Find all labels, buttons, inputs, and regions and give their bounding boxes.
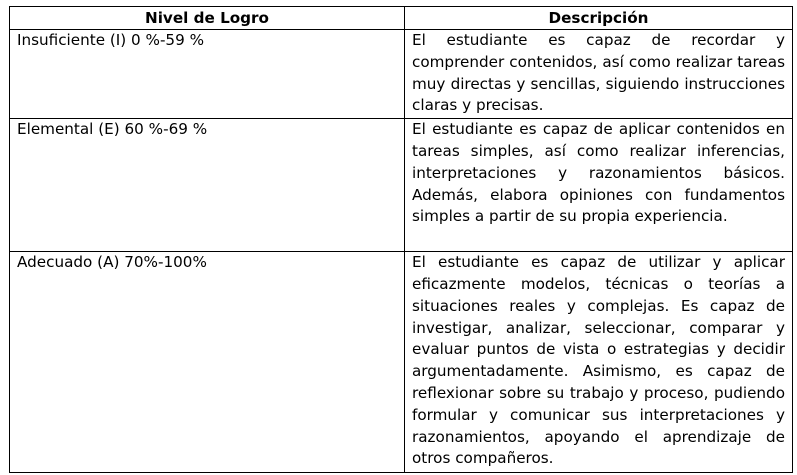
table-row	[10, 252, 793, 473]
header-level: Nivel de Logro	[10, 7, 405, 30]
description-cell-adecuado: El estudiante es capaz de utilizar y aplicar eficazmente modelos, técnicas o teorías a situaciones reales y complejas. Es capaz de investigar, analizar, seleccionar, comparar y evaluar puntos de vista o estrategias y decidir argumentadamente. Asimismo, es capaz de reflexionar sobre su trabajo y proceso, pudiendo formular y comunicar sus interpretaciones y razonamientos, apoyando el aprendizaje de otros compañeros.	[405, 252, 793, 473]
description-cell-elemental: El estudiante es capaz de aplicar contenidos en tareas simples, así como realizar inferencias, interpretaciones y razonamientos básicos. Además, elabora opiniones con fundamentos simples a partir de su propia experiencia.	[405, 119, 793, 252]
level-cell-elemental: Elemental (E) 60 %-69 %	[10, 119, 405, 252]
header-description: Descripción	[405, 7, 793, 30]
level-cell-insuficiente: Insuficiente (I) 0 %-59 %	[10, 30, 405, 119]
description-cell-insuficiente: El estudiante es capaz de recordar y comprender contenidos, así como realizar tareas muy directas y sencillas, siguiendo instrucciones claras y precisas.	[405, 30, 793, 119]
table-row	[10, 119, 793, 252]
table-row	[10, 30, 793, 119]
table-header-row	[10, 7, 793, 30]
achievement-levels-table	[9, 6, 793, 473]
level-cell-adecuado: Adecuado (A) 70%-100%	[10, 252, 405, 473]
